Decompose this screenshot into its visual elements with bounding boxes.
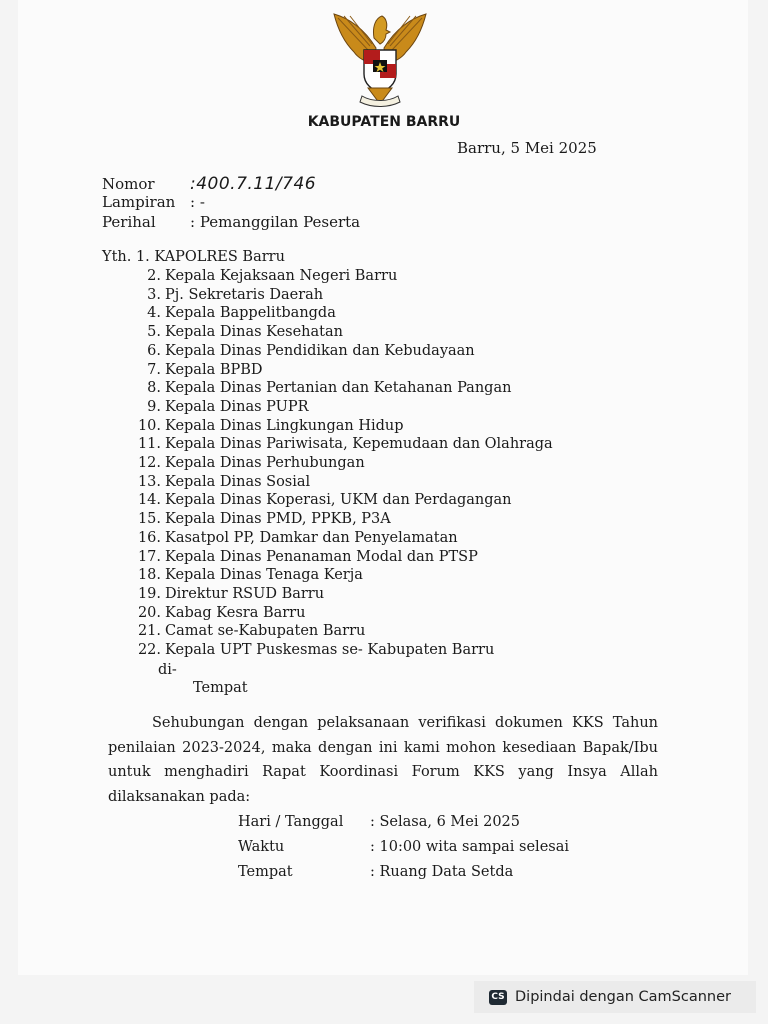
list-item-text: Kepala Dinas Pertanian dan Ketahanan Pangan bbox=[165, 380, 512, 397]
body-paragraph bbox=[108, 711, 658, 809]
list-item-number: 6. bbox=[147, 342, 161, 359]
tempat-label: Tempat bbox=[193, 680, 248, 696]
list-item-text: Direktur RSUD Barru bbox=[165, 585, 325, 602]
lampiran-row bbox=[102, 193, 205, 211]
list-item-number: 18. bbox=[137, 567, 161, 584]
list-item bbox=[127, 323, 553, 342]
detail-label: Tempat bbox=[238, 864, 293, 880]
list-item-number: 22. bbox=[137, 642, 161, 659]
list-item bbox=[127, 529, 553, 548]
list-item bbox=[127, 491, 553, 510]
nomor-value: :400.7.11/746 bbox=[190, 174, 317, 194]
camscanner-logo-icon: CS bbox=[489, 990, 507, 1005]
list-item-text: Kepala Dinas PUPR bbox=[165, 398, 309, 415]
list-item-text: Kepala Dinas Lingkungan Hidup bbox=[165, 417, 404, 434]
list-item-text: Kepala UPT Puskesmas se- Kabupaten Barru bbox=[165, 642, 495, 659]
list-item-number: 19. bbox=[137, 585, 161, 602]
list-item bbox=[127, 585, 553, 604]
list-item-number: 4. bbox=[147, 305, 161, 322]
list-item-number: 3. bbox=[147, 286, 161, 303]
list-item-text: Kepala Dinas Perhubungan bbox=[165, 455, 365, 472]
list-item-text: Kepala Bappelitbangda bbox=[165, 305, 336, 322]
list-item-text: Kabag Kesra Barru bbox=[165, 604, 306, 621]
body-text: Sehubungan dengan pelaksanaan verifikasi dokumen KKS Tahun penilaian 2023-2024, maka dengan ini kami mohon kesediaan Bapak/Ibu untuk menghadiri Rapat Koordinasi Forum KKS yang Insya Allah dilaksanakan pada: bbox=[108, 715, 658, 805]
list-item bbox=[127, 641, 553, 660]
list-item-number: 8. bbox=[147, 380, 161, 397]
lampiran-label: Lampiran bbox=[102, 193, 176, 211]
list-item bbox=[127, 473, 553, 492]
list-item-text: Kepala Dinas Tenaga Kerja bbox=[165, 567, 363, 584]
list-item-text: Kepala Dinas Pariwisata, Kepemudaan dan Olahraga bbox=[165, 436, 553, 453]
list-item bbox=[127, 286, 553, 305]
detail-row bbox=[238, 810, 569, 835]
list-item bbox=[127, 361, 553, 380]
camscanner-watermark bbox=[474, 981, 756, 1013]
list-item bbox=[127, 548, 553, 567]
detail-value: : Ruang Data Setda bbox=[370, 864, 514, 880]
perihal-row bbox=[102, 213, 360, 231]
detail-label: Hari / Tanggal bbox=[238, 814, 344, 830]
list-item-text: Kepala Kejaksaan Negeri Barru bbox=[165, 268, 398, 284]
list-item-number: 17. bbox=[137, 548, 161, 565]
detail-value: : 10:00 wita sampai selesai bbox=[370, 839, 569, 855]
list-item bbox=[127, 379, 553, 398]
list-item-number: 20. bbox=[137, 604, 161, 621]
detail-value: : Selasa, 6 Mei 2025 bbox=[370, 814, 521, 830]
nomor-label: Nomor bbox=[102, 175, 155, 193]
recipient-first: Yth. 1. KAPOLRES Barru bbox=[102, 249, 285, 265]
list-item bbox=[127, 267, 553, 286]
recipient-list bbox=[127, 267, 553, 660]
list-item bbox=[127, 510, 553, 529]
detail-row bbox=[238, 835, 569, 860]
list-item bbox=[127, 566, 553, 585]
list-item bbox=[127, 454, 553, 473]
list-item-text: Pj. Sekretaris Daerah bbox=[165, 286, 324, 303]
list-item bbox=[127, 622, 553, 641]
list-item-number: 5. bbox=[147, 324, 161, 341]
list-item-number: 11. bbox=[137, 436, 161, 453]
list-item-number: 15. bbox=[137, 511, 161, 528]
camscanner-text: Dipindai dengan CamScanner bbox=[515, 989, 732, 1005]
list-item-number: 12. bbox=[137, 455, 161, 472]
list-item-text: Kepala Dinas Penanaman Modal dan PTSP bbox=[165, 548, 478, 565]
list-item bbox=[127, 417, 553, 436]
list-item-number: 14. bbox=[137, 492, 161, 509]
list-item-number: 16. bbox=[137, 529, 161, 546]
list-item-number: 21. bbox=[137, 623, 161, 640]
list-item-number: 7. bbox=[147, 361, 161, 378]
list-item-number: 10. bbox=[137, 417, 161, 434]
list-item bbox=[127, 604, 553, 623]
list-item-number: 13. bbox=[137, 473, 161, 490]
di-label: di- bbox=[158, 662, 177, 678]
list-item-text: Kepala Dinas PMD, PPKB, P3A bbox=[165, 511, 391, 528]
perihal-value: : Pemanggilan Peserta bbox=[190, 213, 361, 231]
list-item-text: Kepala Dinas Koperasi, UKM dan Perdagangan bbox=[165, 492, 512, 509]
place-date: Barru, 5 Mei 2025 bbox=[457, 139, 597, 157]
regency-heading: KABUPATEN BARRU bbox=[307, 114, 461, 130]
list-item-text: Kepala Dinas Kesehatan bbox=[165, 324, 343, 341]
meeting-details bbox=[238, 810, 569, 885]
detail-label: Waktu bbox=[238, 839, 285, 855]
list-item-text: Kepala Dinas Pendidikan dan Kebudayaan bbox=[165, 342, 475, 359]
list-item-text: Kepala Dinas Sosial bbox=[165, 473, 311, 490]
perihal-label: Perihal bbox=[102, 213, 156, 231]
list-item-text: Kasatpol PP, Damkar dan Penyelamatan bbox=[165, 529, 458, 546]
list-item-number: 2. bbox=[147, 268, 161, 284]
list-item bbox=[127, 342, 553, 361]
nomor-row bbox=[102, 174, 316, 194]
lampiran-value: : - bbox=[190, 193, 205, 211]
list-item bbox=[127, 435, 553, 454]
list-item-number: 9. bbox=[147, 398, 161, 415]
garuda-emblem-icon bbox=[328, 8, 432, 108]
list-item bbox=[127, 304, 553, 323]
detail-row bbox=[238, 860, 569, 885]
list-item-text: Kepala BPBD bbox=[165, 361, 263, 378]
list-item-text: Camat se-Kabupaten Barru bbox=[165, 623, 366, 640]
list-item bbox=[127, 398, 553, 417]
